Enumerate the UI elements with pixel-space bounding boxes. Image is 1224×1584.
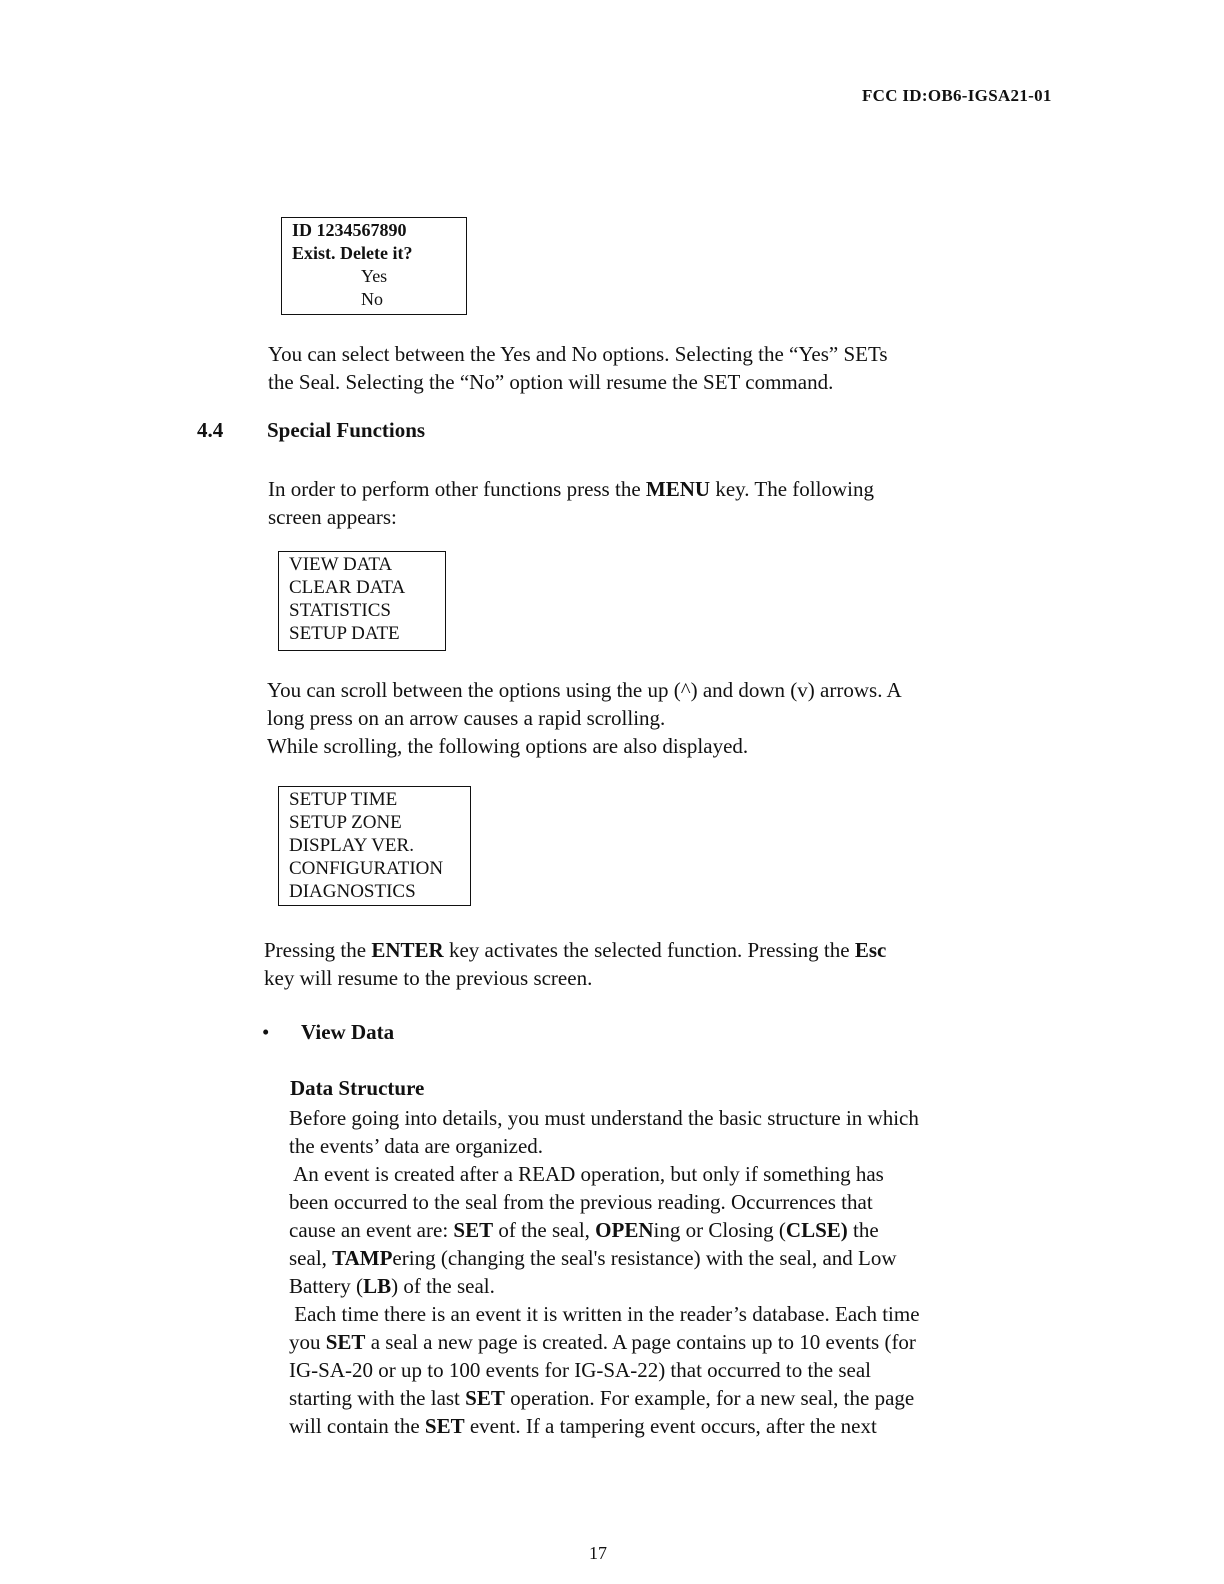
- menu-item: SETUP TIME: [289, 789, 398, 810]
- text-line: You can select between the Yes and No options. Selecting the “Yes” SETs: [268, 342, 888, 366]
- text-line: the Seal. Selecting the “No” option will resume the SET command.: [268, 370, 834, 394]
- text-line: IG-SA-20 or up to 100 events for IG-SA-22) that occurred to the seal: [289, 1358, 872, 1382]
- key-name-esc: Esc: [854, 938, 887, 962]
- text-line: Battery (LB) of the seal.: [289, 1274, 495, 1298]
- menu-item: DISPLAY VER.: [289, 835, 414, 856]
- section-number: 4.4: [197, 418, 224, 442]
- menu-item: STATISTICS: [289, 600, 391, 621]
- page-number: 17: [589, 1543, 607, 1563]
- bullet-title-view-data: View Data: [301, 1020, 395, 1044]
- paragraph-menu-key: [268, 475, 1028, 531]
- text-line: cause an event are: SET of the seal, OPENing or Closing (CLSE) the: [289, 1218, 879, 1242]
- text-line: Each time there is an event it is written in the reader’s database. Each time: [289, 1302, 920, 1326]
- text-line: the events’ data are organized.: [289, 1134, 544, 1158]
- text-line: screen appears:: [268, 505, 397, 529]
- text-line: starting with the last SET operation. For example, for a new seal, the page: [289, 1386, 915, 1410]
- key-name-menu: MENU: [645, 477, 711, 501]
- menu-item: CONFIGURATION: [289, 858, 444, 879]
- menu-item: CLEAR DATA: [289, 577, 406, 598]
- text-line: An event is created after a READ operation, but only if something has: [289, 1162, 884, 1186]
- screen-option-yes: Yes: [361, 266, 388, 286]
- text-line: will contain the SET event. If a tampering event occurs, after the next: [289, 1414, 877, 1438]
- lcd-screen-more-options: [278, 786, 471, 906]
- paragraph-data-structure: [289, 1104, 1019, 1440]
- text-line: You can scroll between the options using the up (^) and down (v) arrows. A: [267, 678, 902, 702]
- text-line: Pressing the ENTER key activates the selected function. Pressing the Esc: [264, 938, 887, 962]
- section-title: Special Functions: [267, 418, 426, 442]
- key-name-enter: ENTER: [371, 938, 444, 962]
- subheading-data-structure: Data Structure: [290, 1076, 425, 1100]
- text-line: long press on an arrow causes a rapid scrolling.: [267, 706, 666, 730]
- text-line: been occurred to the seal from the previous reading. Occurrences that: [289, 1190, 873, 1214]
- text-line: key will resume to the previous screen.: [264, 966, 593, 990]
- menu-item: SETUP ZONE: [289, 812, 402, 833]
- bullet-icon: •: [262, 1020, 270, 1044]
- paragraph-scrolling: [267, 676, 1027, 760]
- text-line: While scrolling, the following options are also displayed.: [267, 734, 749, 758]
- text-line: In order to perform other functions press the MENU key. The following: [268, 477, 874, 501]
- screen-option-no: No: [361, 289, 383, 309]
- lcd-screen-main-menu: [278, 551, 446, 651]
- lcd-screen-delete-prompt: [281, 217, 467, 315]
- fcc-id-header: FCC ID:OB6-IGSA21-01: [862, 86, 1052, 105]
- text-line: Before going into details, you must understand the basic structure in which: [289, 1106, 919, 1130]
- paragraph-enter-esc: [264, 936, 1024, 992]
- menu-item: VIEW DATA: [289, 554, 393, 575]
- text-line: seal, TAMPering (changing the seal's resistance) with the seal, and Low: [289, 1246, 897, 1270]
- text-line: you SET a seal a new page is created. A page contains up to 10 events (for: [289, 1330, 916, 1354]
- menu-item: DIAGNOSTICS: [289, 881, 416, 902]
- menu-item: SETUP DATE: [289, 623, 400, 644]
- screen-line-delete-question: Exist. Delete it?: [292, 243, 413, 263]
- paragraph-yes-no: [268, 340, 1028, 396]
- screen-line-id: ID 1234567890: [292, 220, 407, 240]
